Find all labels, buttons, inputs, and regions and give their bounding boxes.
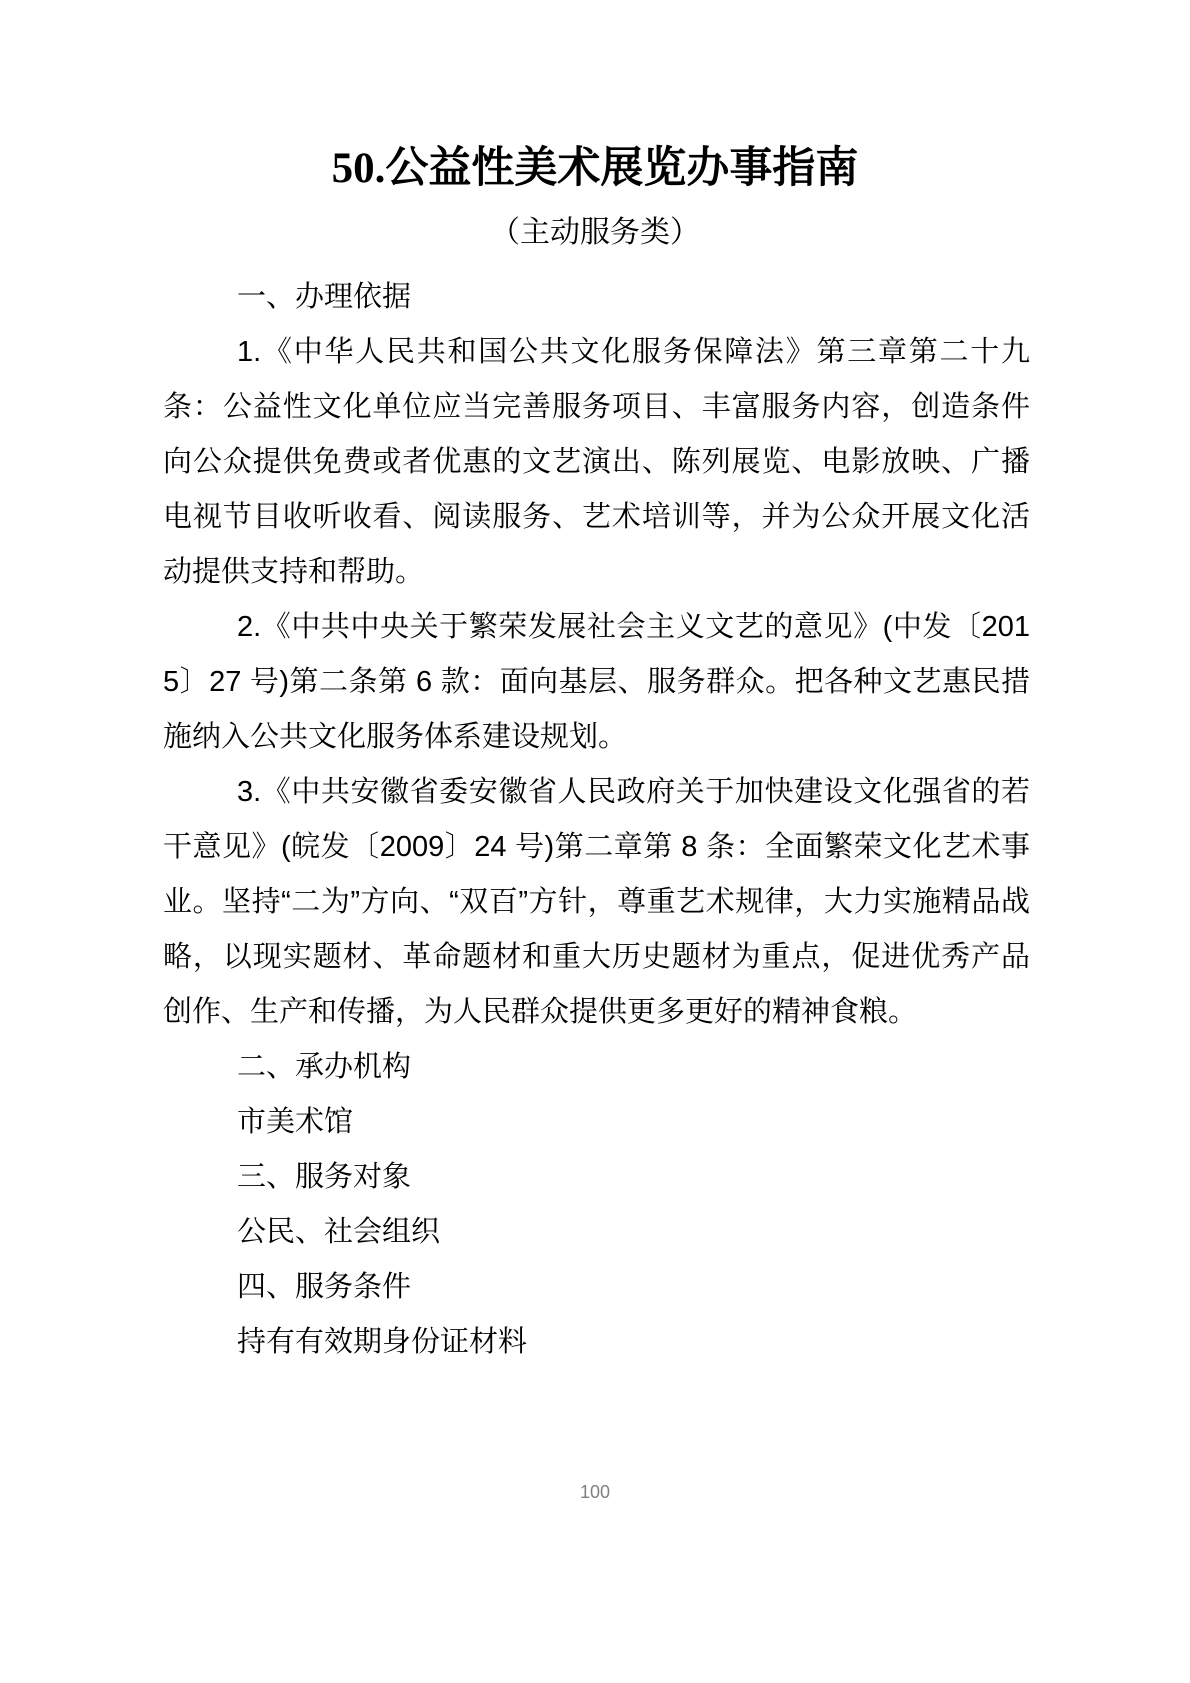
- paragraph: 四、服务条件: [237, 1271, 412, 1303]
- paragraph: 持有有效期身份证材料: [237, 1326, 528, 1358]
- document-body: [163, 270, 1030, 1370]
- paragraph: 3.《中共安徽省委安徽省人民政府关于加快建设文化强省的若干意见》(皖发〔2009〕24 号)第二章第 8 条：全面繁荣文化艺术事业。坚持“二为”方向、“双百”方针，尊重艺术规律，大力实施精品战略，以现实题材、革命题材和重大历史题材为重点，促进优秀产品创作、生产和传播，为人民群众提供更多更好的精神食粮。: [163, 776, 1030, 1028]
- page-number: 100: [579, 1482, 611, 1502]
- page-subtitle: （主动服务类）: [490, 216, 700, 249]
- paragraph: 一、办理依据: [237, 281, 412, 313]
- page-title: 50.公益性美术展览办事指南: [331, 145, 859, 192]
- paragraph: 三、服务对象: [237, 1161, 412, 1193]
- paragraph: 公民、社会组织: [237, 1216, 441, 1248]
- paragraph: 市美术馆: [237, 1106, 354, 1138]
- paragraph: 1.《中华人民共和国公共文化服务保障法》第三章第二十九条：公益性文化单位应当完善服务项目、丰富服务内容，创造条件向公众提供免费或者优惠的文艺演出、陈列展览、电影放映、广播电视节目收听收看、阅读服务、艺术培训等，并为公众开展文化活动提供支持和帮助。: [163, 336, 1030, 588]
- paragraph: 2.《中共中央关于繁荣发展社会主义文艺的意见》(中发〔2015〕27 号)第二条第 6 款：面向基层、服务群众。把各种文艺惠民措施纳入公共文化服务体系建设规划。: [163, 611, 1030, 753]
- paragraph: 二、承办机构: [237, 1051, 412, 1083]
